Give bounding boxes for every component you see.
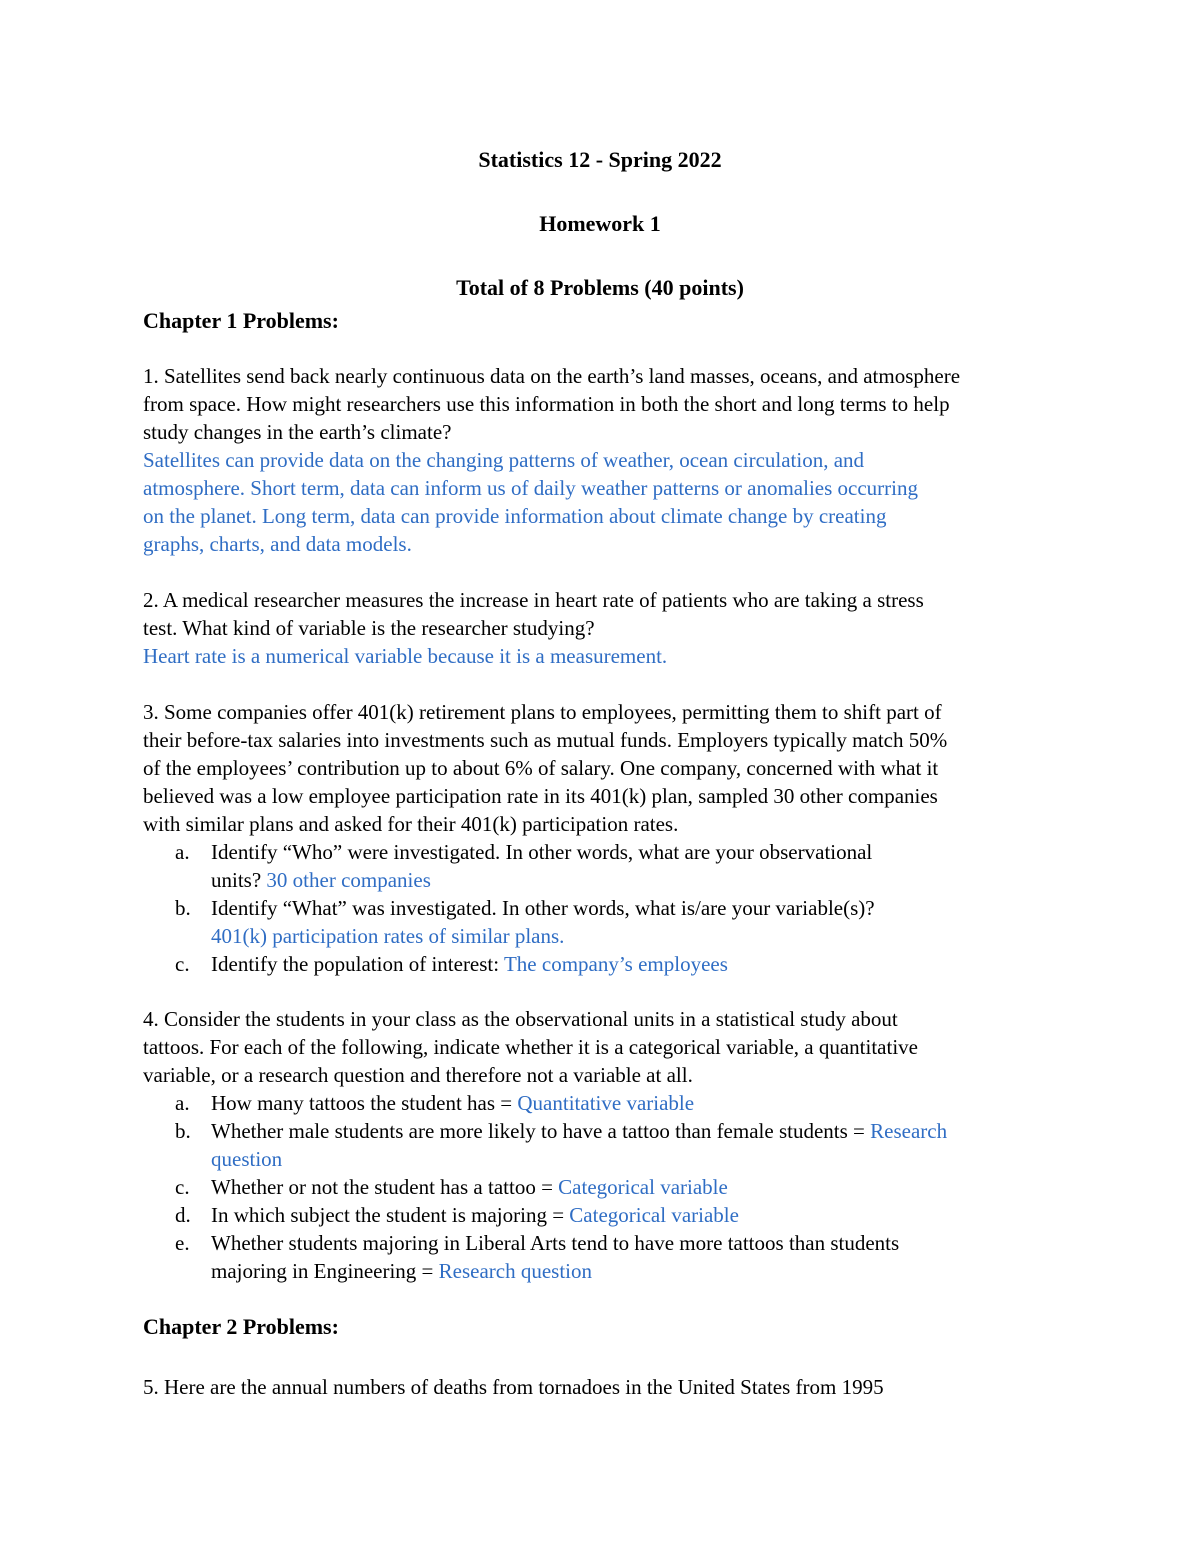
question-4d-text-wrap [211, 1201, 739, 1229]
question-4-line: variable, or a research question and therefore not a variable at all. [143, 1063, 693, 1087]
question-4b-text-wrap [211, 1117, 947, 1145]
answer-1-line: Satellites can provide data on the changing patterns of weather, ocean circulation, and [143, 448, 865, 472]
list-marker: e. [175, 1231, 190, 1255]
answer-4e: Research question [438, 1259, 593, 1283]
question-4e-text: Whether students majoring in Liberal Arts tend to have more tattoos than students [211, 1231, 900, 1255]
list-marker: a. [175, 1091, 190, 1115]
question-1-line: 1. Satellites send back nearly continuous data on the earth’s land masses, oceans, and atmosphere [143, 364, 961, 388]
question-4e-cont-wrap [211, 1257, 592, 1285]
question-1-line: study changes in the earth’s climate? [143, 420, 452, 444]
question-3a-units-label: units? [211, 868, 262, 892]
question-3-line: believed was a low employee participation rate in its 401(k) plan, sampled 30 other companies [143, 784, 938, 808]
question-4c-text: Whether or not the student has a tattoo = [211, 1175, 553, 1199]
question-3-line: their before-tax salaries into investments such as mutual funds. Employers typically match 50% [143, 728, 948, 752]
question-3 [143, 698, 1083, 838]
question-3a-text: Identify “Who” were investigated. In other words, what are your observational [211, 840, 873, 864]
list-marker: d. [175, 1203, 191, 1227]
answer-1-line: on the planet. Long term, data can provide information about climate change by creating [143, 504, 887, 528]
chapter-1-heading: Chapter 1 Problems: [143, 308, 339, 333]
list-marker: a. [175, 840, 190, 864]
question-2-line: 2. A medical researcher measures the increase in heart rate of patients who are taking a stress [143, 588, 924, 612]
answer-3a: 30 other companies [266, 868, 431, 892]
question-4-line: 4. Consider the students in your class as the observational units in a statistical study about [143, 1007, 898, 1031]
question-5-line: 5. Here are the annual numbers of deaths from tornadoes in the United States from 1995 [143, 1375, 884, 1399]
question-3-line: with similar plans and asked for their 401(k) participation rates. [143, 812, 679, 836]
assignment-title: Homework 1 [539, 211, 661, 236]
question-3-line: 3. Some companies offer 401(k) retirement plans to employees, permitting them to shift part of [143, 700, 942, 724]
question-3-line: of the employees’ contribution up to about 6% of salary. One company, concerned with what it [143, 756, 939, 780]
course-title: Statistics 12 - Spring 2022 [478, 147, 722, 172]
question-4 [143, 1005, 1083, 1089]
question-4c-text-wrap [211, 1173, 728, 1201]
question-4e-text2: majoring in Engineering = [211, 1259, 434, 1283]
question-2-line: test. What kind of variable is the researcher studying? [143, 616, 595, 640]
list-marker: c. [175, 952, 190, 976]
answer-4d: Categorical variable [569, 1203, 739, 1227]
list-marker: b. [175, 896, 191, 920]
question-1-line: from space. How might researchers use this information in both the short and long terms to help [143, 392, 950, 416]
question-3c-text-wrap [211, 950, 728, 978]
question-5 [143, 1373, 1083, 1401]
question-4a-text-wrap [211, 1089, 694, 1117]
question-4-line: tattoos. For each of the following, indicate whether it is a categorical variable, a quantitative [143, 1035, 918, 1059]
answer-1-line: graphs, charts, and data models. [143, 532, 412, 556]
question-4d-text: In which subject the student is majoring = [211, 1203, 565, 1227]
question-4a-text: How many tattoos the student has = [211, 1091, 513, 1115]
answer-2: Heart rate is a numerical variable because it is a measurement. [143, 644, 668, 668]
chapter-2-heading: Chapter 2 Problems: [143, 1314, 339, 1339]
answer-4b-cont: question [211, 1147, 283, 1171]
question-4b-text: Whether male students are more likely to have a tattoo than female students = [211, 1119, 865, 1143]
answer-1-line: atmosphere. Short term, data can inform us of daily weather patterns or anomalies occurring [143, 476, 918, 500]
answer-3c: The company’s employees [503, 952, 728, 976]
list-marker: b. [175, 1119, 191, 1143]
question-3c-text: Identify the population of interest: [211, 952, 500, 976]
total-problems-title: Total of 8 Problems (40 points) [456, 275, 744, 300]
answer-4a: Quantitative variable [517, 1091, 695, 1115]
answer-3b: 401(k) participation rates of similar plans. [211, 924, 565, 948]
question-3a-cont-text [211, 866, 431, 894]
question-2 [143, 586, 1083, 670]
answer-4b: Research [870, 1119, 948, 1143]
question-3b-text: Identify “What” was investigated. In other words, what is/are your variable(s)? [211, 896, 875, 920]
answer-4c: Categorical variable [558, 1175, 728, 1199]
question-1 [143, 362, 1083, 558]
list-marker: c. [175, 1175, 190, 1199]
